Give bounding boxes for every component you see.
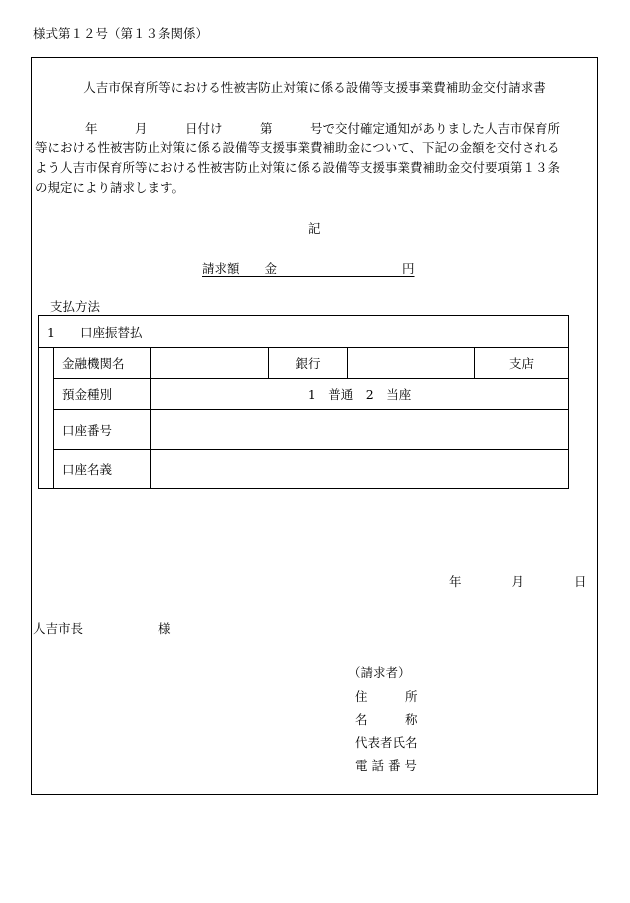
account-name-label: 口座名義	[54, 450, 151, 489]
body-line-2: 等における性被害防止対策に係る設備等支援事業費補助金について、下記の金額を交付される	[35, 140, 560, 155]
amount-line: 請求額 金 円	[202, 261, 415, 276]
requester-representative-label: 代表者氏名	[355, 735, 418, 750]
body-line-3: よう人吉市保育所等における性被害防止対策に係る設備等支援事業費補助金交付要項第１３条	[35, 160, 561, 175]
form-title: 人吉市保育所等における性被害防止対策に係る設備等支援事業費補助金交付請求書	[83, 80, 546, 95]
requester-phone-label: 電 話 番 号	[355, 758, 417, 773]
branch-suffix: 支店	[475, 348, 569, 379]
payment-method-label: 支払方法	[50, 299, 101, 314]
payment-method-row: 1 口座振替払	[39, 316, 569, 348]
institution-label: 金融機関名	[54, 348, 151, 379]
form-number: 様式第１２号（第１３条関係）	[33, 26, 209, 41]
account-type-options[interactable]: 1 普通 2 当座	[151, 379, 569, 410]
account-number-label: 口座番号	[54, 410, 151, 450]
addressee: 人吉市長 様	[33, 621, 171, 636]
account-number-field[interactable]	[151, 410, 569, 450]
body-line-1: 年 月 日付け 第 号で交付確定通知がありました人吉市保育所	[35, 121, 561, 136]
bank-suffix: 銀行	[269, 348, 348, 379]
bank-name-field[interactable]	[151, 348, 269, 379]
account-name-field[interactable]	[151, 450, 569, 489]
requester-heading: （請求者）	[348, 665, 411, 680]
account-type-label: 預金種別	[54, 379, 151, 410]
ki-mark: 記	[308, 221, 321, 236]
requester-address-label: 住 所	[355, 689, 418, 704]
bank-table	[38, 315, 569, 489]
date-line: 年 月 日	[449, 574, 587, 589]
body-line-4: の規定により請求します。	[35, 180, 185, 195]
requester-name-label: 名 称	[355, 712, 418, 727]
branch-name-field[interactable]	[348, 348, 475, 379]
table-indent-gutter	[39, 348, 54, 489]
